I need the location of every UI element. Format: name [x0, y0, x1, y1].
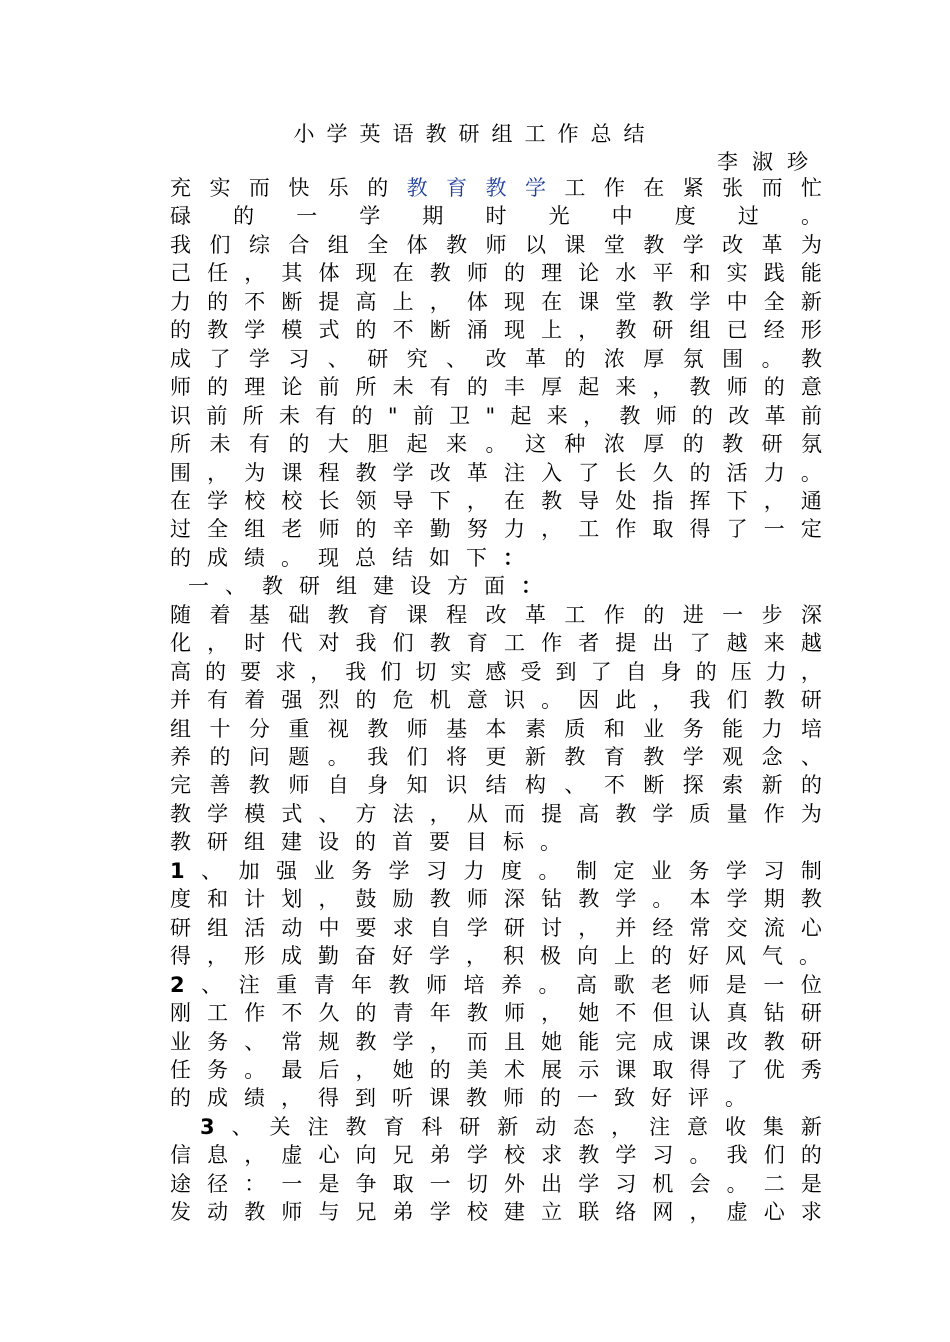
- body-line: 师 的 理 论 前 所 未 有 的 丰 厚 起 来 ， 教 师 的 意: [170, 375, 822, 400]
- document-title: 小学英语教研组工作总结: [293, 122, 657, 146]
- body-line: 养 的 问 题 。 我 们 将 更 新 教 育 教 学 观 念 、: [170, 745, 822, 769]
- body-line: 的 教 学 模 式 的 不 断 涌 现 上 ， 教 研 组 已 经 形: [170, 318, 822, 343]
- body-line: 教 学 模 式 、 方 法 ， 从 而 提 高 教 学 质 量 作 为: [170, 801, 822, 826]
- body-line: 力 的 不 断 提 高 上 ， 体 现 在 课 堂 教 学 中 全 新: [170, 289, 822, 314]
- body-line: 刚 工 作 不 久 的 青 年 教 师 ， 她 不 但 认 真 钻 研: [170, 1001, 822, 1026]
- body-line: 2 、 注 重 青 年 教 师 培 养 。 高 歌 老 师 是 一 位: [170, 972, 822, 997]
- body-line: 教 研 组 建 设 的 首 要 目 标 。: [170, 830, 561, 855]
- body-line: 高 的 要 求 ， 我 们 切 实 感 受 到 了 自 身 的 压 力 ，: [170, 659, 822, 684]
- body-line: 的 成 绩 ， 得 到 听 课 教 师 的 一 致 好 评 。: [170, 1086, 746, 1111]
- body-line: 发 动 教 师 与 兄 弟 学 校 建 立 联 络 网 ， 虚 心 求: [170, 1200, 822, 1225]
- body-line: 随 着 基 础 教 育 课 程 改 革 工 作 的 进 一 步 深: [170, 602, 822, 627]
- body-line: 识 前 所 未 有 的 " 前 卫 " 起 来 ， 教 师 的 改 革 前: [170, 403, 822, 428]
- body-line: 己 任 ， 其 体 现 在 教 师 的 理 论 水 平 和 实 践 能: [170, 261, 822, 286]
- body-line: 任 务 。 最 后 ， 她 的 美 术 展 示 课 取 得 了 优 秀: [170, 1057, 822, 1082]
- body-line: 化 ， 时 代 对 我 们 教 育 工 作 者 提 出 了 越 来 越: [170, 631, 822, 656]
- body-line: 我 们 综 合 组 全 体 教 师 以 课 堂 教 学 改 革 为: [170, 232, 822, 257]
- body-line: 信 息 ， 虚 心 向 兄 弟 学 校 求 教 学 习 。 我 们 的: [170, 1143, 822, 1168]
- body-line: 一 、 教 研 组 建 设 方 面 ：: [188, 574, 542, 599]
- body-line: 1 、 加 强 业 务 学 习 力 度 。 制 定 业 务 学 习 制: [170, 858, 822, 883]
- body-line: 完 善 教 师 自 身 知 识 结 构 、 不 断 探 索 新 的: [170, 773, 822, 798]
- body-line: 度 和 计 划 ， 鼓 励 教 师 深 钻 教 学 。 本 学 期 教: [170, 887, 822, 912]
- body-line: 的 成 绩 。 现 总 结 如 下 ：: [170, 545, 524, 570]
- body-line: 充 实 而 快 乐 的 教 育 教 学 工 作 在 紧 张 而 忙: [170, 176, 822, 200]
- body-line: 并 有 着 强 烈 的 危 机 意 识 。 因 此 ， 我 们 教 研: [170, 688, 822, 713]
- body-line: 碌 的 一 学 期 时 光 中 度 过 。: [170, 204, 822, 229]
- body-line: 成 了 学 习 、 研 究 、 改 革 的 浓 厚 氛 围 。 教: [170, 346, 822, 371]
- body-line: 研 组 活 动 中 要 求 自 学 研 讨 ， 并 经 常 交 流 心: [170, 915, 822, 940]
- body-line: 途 径 ： 一 是 争 取 一 切 外 出 学 习 机 会 。 二 是: [170, 1171, 822, 1196]
- body-line: 围 ， 为 课 程 教 学 改 革 注 入 了 长 久 的 活 力 。: [170, 460, 822, 485]
- body-line: 过 全 组 老 师 的 辛 勤 努 力 ， 工 作 取 得 了 一 定: [170, 517, 822, 542]
- body-line: 在 学 校 校 长 领 导 下 ， 在 教 导 处 指 挥 下 ， 通: [170, 488, 822, 513]
- body-line: 得 ， 形 成 勤 奋 好 学 ， 积 极 向 上 的 好 风 气 。: [170, 944, 820, 969]
- author-name: 李淑珍: [717, 150, 822, 174]
- body-line: 3 、 关 注 教 育 科 研 新 动 态 ， 注 意 收 集 新: [200, 1114, 822, 1139]
- body-line: 所 未 有 的 大 胆 起 来 。 这 种 浓 厚 的 教 研 氛: [170, 432, 822, 457]
- body-line: 业 务 、 常 规 教 学 ， 而 且 她 能 完 成 课 改 教 研: [170, 1029, 822, 1054]
- body-line: 组 十 分 重 视 教 师 基 本 素 质 和 业 务 能 力 培: [170, 716, 822, 741]
